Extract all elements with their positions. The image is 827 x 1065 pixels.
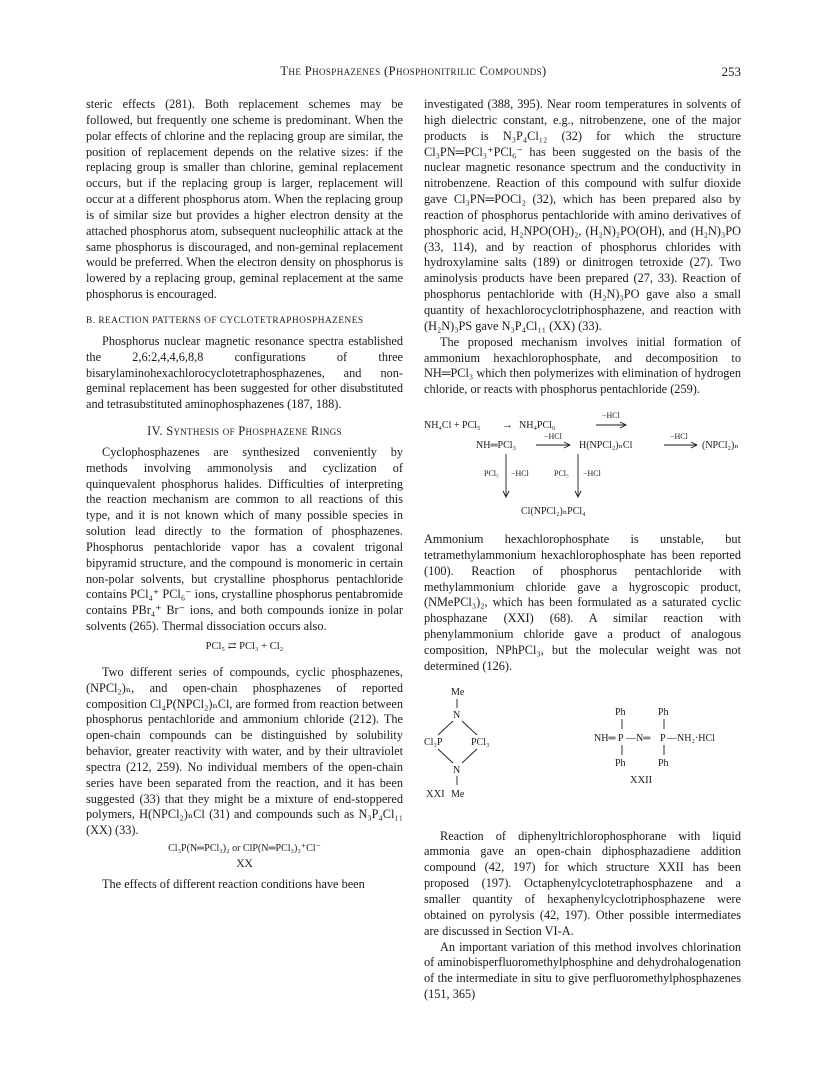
bond [438, 749, 453, 763]
paragraph: An important variation of this method involves chlorination of aminobisperfluoromethylphosphine and dehydrohalogenation of the intermediate in situ to give perfluoromethylphosphazenes (151, 365) [424, 939, 741, 1002]
running-header [86, 64, 741, 84]
bond [438, 721, 453, 735]
scheme-reactants: NH₄Cl + PCl₅ [424, 420, 481, 432]
structures-xxi-xxii [424, 681, 741, 821]
running-title: The Phosphazenes (Phosphonitrilic Compounds) [280, 64, 547, 78]
structure-label-xxii: XXII [630, 774, 653, 786]
formula: PBr₄⁺ Br⁻ [131, 603, 186, 618]
equation-xx: Cl₃P(N═PCl₃)₂ or ClP(N═PCl₃)₃⁺Cl⁻ [168, 843, 321, 855]
xxi-nitrogen-top: N [453, 709, 461, 721]
scheme-arrow: → [502, 419, 513, 432]
paragraph: steric effects (281). Both replacement schemes may be followed, but frequently one scheme is predominant. When the polar effects of chlorine and the replacing group are similar, the position of replacement depends on the relative sizes: if the replacing group is smaller than chlorine, geminal replacement occurs, but if the replacing group is larger, replacement will occur at a different phosphorus atom. When the replacing group is of similar size but provides a higher electron density at the attached phosphorus atom, subsequent nucleophilic attack at the same phosphorus is discouraged, and non-geminal replacement would be preferred. When the electron density on phosphorus is lowered by a replacing group, geminal replacement at the same phosphorus is encouraged. [86, 97, 403, 302]
structure-label-xxi: XXI [426, 788, 445, 800]
paragraph: Reaction of diphenyltrichlorophosphorane with liquid ammonia gave an open-chain diphosphazadiene addition compound (42, 197) for which structure XXII has been proposed (197). Octaphenylcyclotetraphosphazene and a smaller quantity of hexaphenylcyclotriphosphazene were obtained on pyrolysis (42, 197). Other possible intermediates are discussed in Section VI-A. [424, 828, 741, 938]
xxii-phosphorus: P [660, 732, 666, 744]
section-heading-b: B. REACTION PATTERNS OF CYCLOTETRAPHOSPHAZENES [86, 315, 364, 326]
xxi-methyl-top: Me [451, 686, 465, 698]
paragraph: Phosphorus nuclear magnetic resonance spectra established the 2,6:2,4,4,6,8,8 configurations of three bisarylaminohexachlorocyclotetraphosphazenes, and non-geminal replacement has been suggested for other disubstituted and tetrasubstituted aminophosphazenes (187, 188). [86, 333, 403, 412]
scheme-bottom-product: Cl(NPCl₂)ₙPCl₄ [521, 506, 586, 518]
scheme-pcl5: PCl₅ [484, 469, 499, 479]
xxii-phenyl: Ph [615, 706, 626, 718]
equation-label: XX [236, 857, 253, 870]
xxii-phenyl: Ph [615, 757, 626, 769]
xxi-nitrogen-bottom: N [453, 764, 461, 776]
text-run: ions, and both compounds ionize in polar solvents (265). Thermal dissociation occurs also. [86, 603, 403, 634]
xxii-phosphorus: P [618, 732, 624, 744]
xxii-phenyl: Ph [658, 757, 669, 769]
xxii-nitrogen: —N═ [626, 732, 651, 744]
text-run: ions, crystalline phosphorus pentabromide contains [86, 587, 404, 618]
page-number: 253 [721, 64, 741, 79]
text-run: Cyclophosphazenes are synthesized conveniently by methods involving ammonolysis and cyclization of quinquevalent phosphorus halides. Difficulties of interpreting the reaction mechanism are common to all reactions of this type, and it is not known which of many possible species in solution lead directly to the formation of phosphazenes. Phosphorus pentachloride vapor has a covalent trigonal bipyramid structure, and the compound is monomeric in certain non-polar solvents, but crystalline phosphorus pentachloride contains [86, 444, 403, 602]
xxi-pcl3-right: PCl₃ [471, 736, 490, 748]
bond [462, 721, 477, 735]
scheme-chain: H(NPCl₂)ₙCl [579, 440, 633, 452]
xxi-methyl-bottom: Me [451, 788, 465, 800]
scheme-product: NH₄PCl₆ [519, 420, 556, 432]
left-column [86, 97, 403, 893]
bond [462, 749, 477, 763]
paragraph: Ammonium hexachlorophosphate is unstable, but tetramethylammonium hexachlorophosphate has been reported (100). Reaction of phosphorus pentachloride with methylammonium chloride gave a hygroscopic product, (NMePCl₃)₂, which has been formulated as a saturated cyclic phosphazane (XXI) (68). A similar reaction with phenylammonium chloride gave a product of analogous composition, NPhPCl₃, but the molecular weight was not determined (126). [424, 532, 741, 673]
scheme-intermediate: NH═PCl₃ [476, 440, 517, 452]
scheme-pcl5: PCl₅ [554, 469, 569, 479]
scheme-hcl: −HCl [670, 432, 688, 442]
xxii-tail: —NH₂·HCl [667, 732, 715, 744]
equation-dissociation: PCl₅ ⇄ PCl₃ + Cl₂ [205, 641, 284, 652]
scheme-hcl: −HCl [602, 411, 620, 421]
formula: PCl₄⁺ PCl₆⁻ [130, 587, 192, 602]
scheme-hcl: −HCl [544, 432, 562, 442]
scheme-cyclic-product: (NPCl₂)ₙ [702, 440, 739, 452]
paragraph: The proposed mechanism involves initial formation of ammonium hexachlorophosphate, and decomposition to NH═PCl₃ which then polymerizes with elimination of hydrogen chloride, or reacts with phosphorus pentachloride (259). [424, 334, 741, 397]
xxii-phenyl: Ph [658, 706, 669, 718]
scheme-hcl: −HCl [583, 469, 601, 479]
paragraph: The effects of different reaction conditions have been [102, 876, 365, 891]
xxii-nh: NH═ [594, 732, 616, 744]
paragraph: investigated (388, 395). Near room temperatures in solvents of high dielectric constant, e.g., nitrobenzene, one of the major products is N₃P₄Cl₁₂ (32) for which the structure Cl₃PN═PCl₃⁺PCl₆⁻ has been suggested on the basis of the nuclear magnetic resonance spectrum and the conductivity in nitrobenzene. Reaction of this compound with sulfur dioxide gave Cl₃PN═POCl₂ (32), which has been prepared also by reaction of phosphorus pentachloride with amino derivatives of phosphoric acid, H₂NPO(OH)₂, (H₂N)₂PO(OH), and (H₂N)₃PO (33, 114), and by reaction of phosphorus chlorides with hydroxylamine salts (189) or dinitrogen tetroxide (27). Two aminolysis products have been prepared (27, 33). Reaction of phosphorus pentachloride with (H₂N)₃PO gave also a small quantity of hexachlorocyclotriphosphazene, and reaction with (H₂N)₃PS gave N₃P₄Cl₁₁ (XX) (33). [424, 97, 741, 333]
paragraph [86, 445, 403, 635]
right-column [424, 97, 741, 1003]
reaction-scheme [424, 406, 741, 524]
section-heading-iv: IV. Synthesis of Phosphazene Rings [147, 424, 342, 439]
paragraph: Two different series of compounds, cyclic phosphazenes, (NPCl₂)ₙ, and open-chain phosphazenes of reported composition Cl₄P(NPCl₂)ₙCl, are formed from reaction between phosphorus pentachloride and ammonium chloride (212). The open-chain compounds can be distinguished by solubility behavior, greater reactivity with water, and by their ultraviolet spectra (212, 259). No individual members of the open-chain series have been separated from the reaction, and it has been suggested (33) that they might be a mixture of end-stoppered polymers, H(NPCl₂)ₙCl (31) and compounds such as N₃P₄Cl₁₁ (XX) (33). [86, 664, 403, 838]
xxi-pcl3-left: Cl₃P [424, 736, 443, 748]
scheme-hcl: −HCl [511, 469, 529, 479]
